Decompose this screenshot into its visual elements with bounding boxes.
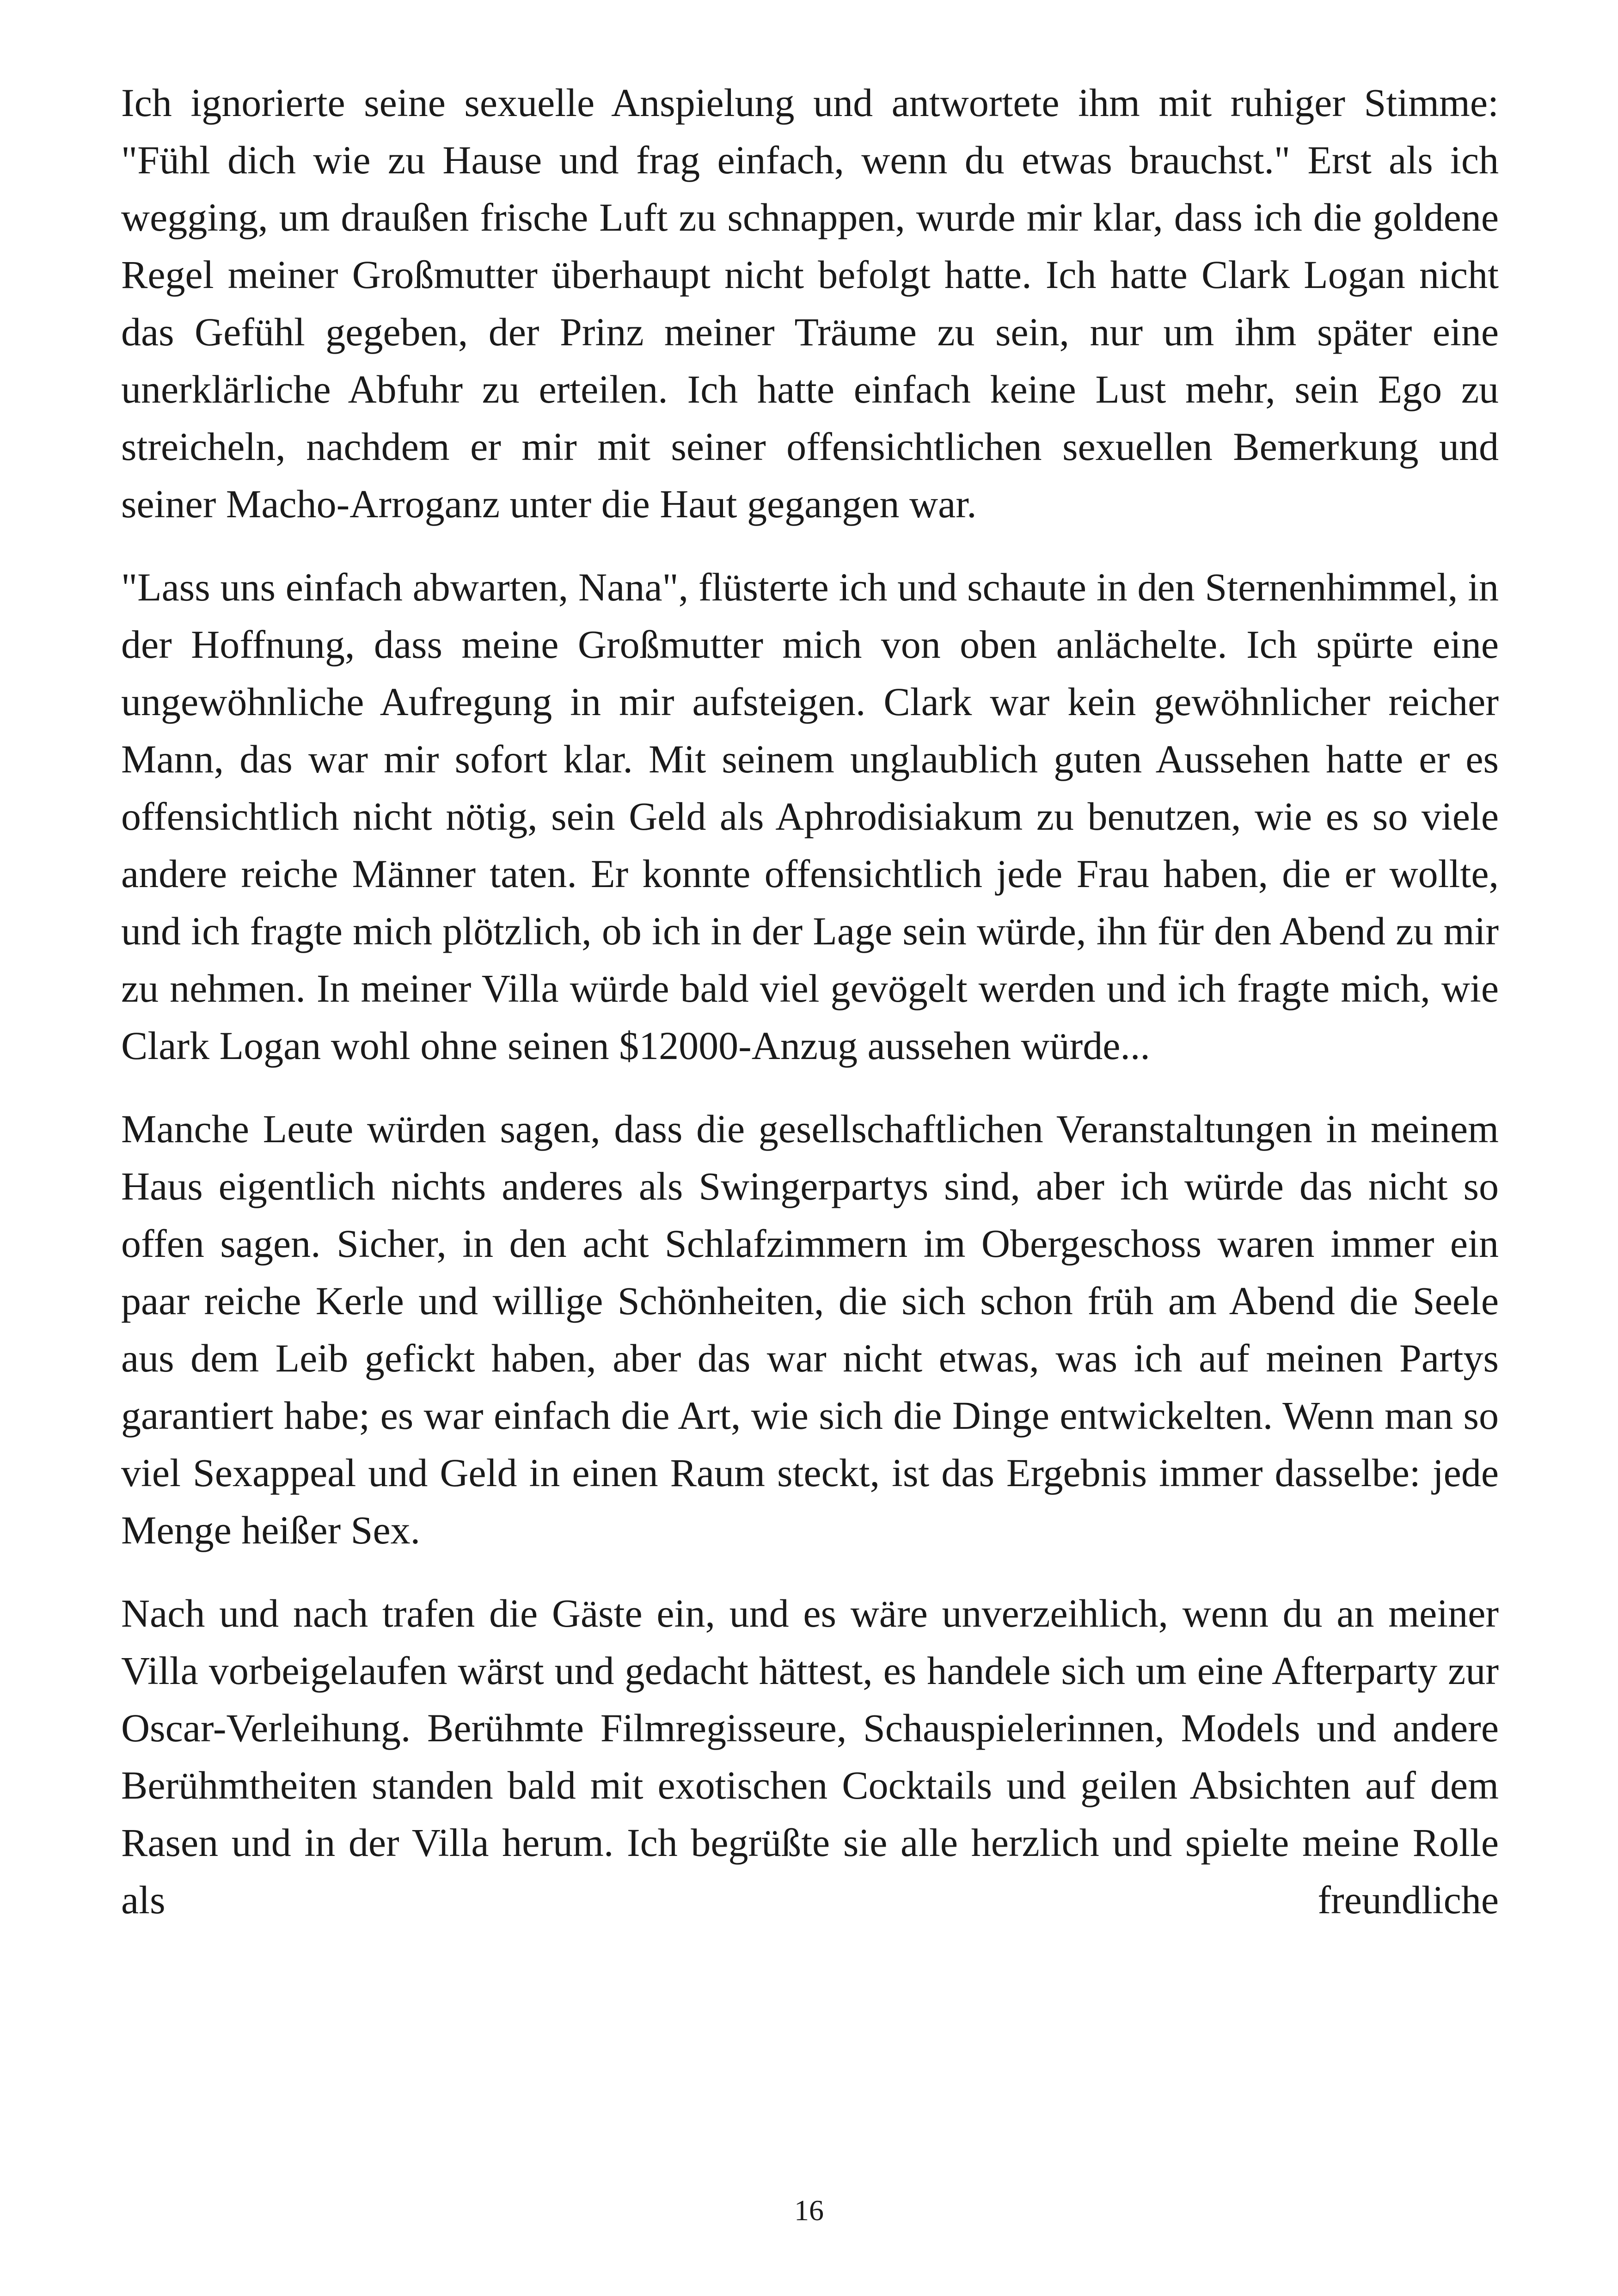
paragraph-1: Ich ignorierte seine sexuelle Anspielung und antwortete ihm mit ruhiger Stimme: "Fühl dich wie zu Hause und frag einfach, wenn du etwas brauchst." Erst als ich wegging, um draußen frische Luft zu schnappen, wurde mir klar, dass ich die goldene Regel meiner Großmutter überhaupt nicht befolgt hatte. Ich hatte Clark Logan nicht das Gefühl gegeben, der Prinz meiner Träume zu sein, nur um ihm später eine unerklärliche Abfuhr zu erteilen. Ich hatte einfach keine Lust mehr, sein Ego zu streicheln, nachdem er mir mit seiner offensichtlichen sexuellen Bemerkung und seiner Macho-Arroganz unter die Haut gegangen war. [121, 80, 1499, 526]
paragraph-4: Nach und nach trafen die Gäste ein, und es wäre unverzeihlich, wenn du an meiner Villa vorbeigelaufen wärst und gedacht hättest, es handele sich um eine Afterparty zur Oscar-Verleihung. Berühmte Filmregisseure, Schauspielerinnen, Models und andere Berühmtheiten standen bald mit exotischen Cocktails und geilen Absichten auf dem Rasen und in der Villa herum. Ich begrüßte sie alle herzlich und spielte meine Rolle als freundliche [121, 1591, 1499, 1922]
page-number: 16 [794, 2194, 824, 2227]
body-text [121, 74, 1499, 1954]
paragraph-3: Manche Leute würden sagen, dass die gesellschaftlichen Veranstaltungen in meinem Haus eigentlich nichts anderes als Swingerpartys sind, aber ich würde das nicht so offen sagen. Sicher, in den acht Schlafzimmern im Obergeschoss waren immer ein paar reiche Kerle und willige Schönheiten, die sich schon früh am Abend die Seele aus dem Leib gefickt haben, aber das war nicht etwas, was ich auf meinen Partys garantiert habe; es war einfach die Art, wie sich die Dinge entwickelten. Wenn man so viel Sexappeal und Geld in einen Raum steckt, ist das Ergebnis immer dasselbe: jede Menge heißer Sex. [121, 1107, 1499, 1552]
paragraph-2: "Lass uns einfach abwarten, Nana", flüsterte ich und schaute in den Sternenhimmel, in der Hoffnung, dass meine Großmutter mich von oben anlächelte. Ich spürte eine ungewöhnliche Aufregung in mir aufsteigen. Clark war kein gewöhnlicher reicher Mann, das war mir sofort klar. Mit seinem unglaublich guten Aussehen hatte er es offensichtlich nicht nötig, sein Geld als Aphrodisiakum zu benutzen, wie es so viele andere reiche Männer taten. Er konnte offensichtlich jede Frau haben, die er wollte, und ich fragte mich plötzlich, ob ich in der Lage sein würde, ihn für den Abend zu mir zu nehmen. In meiner Villa würde bald viel gevögelt werden und ich fragte mich, wie Clark Logan wohl ohne seinen $12000-Anzug aussehen würde... [121, 565, 1499, 1068]
